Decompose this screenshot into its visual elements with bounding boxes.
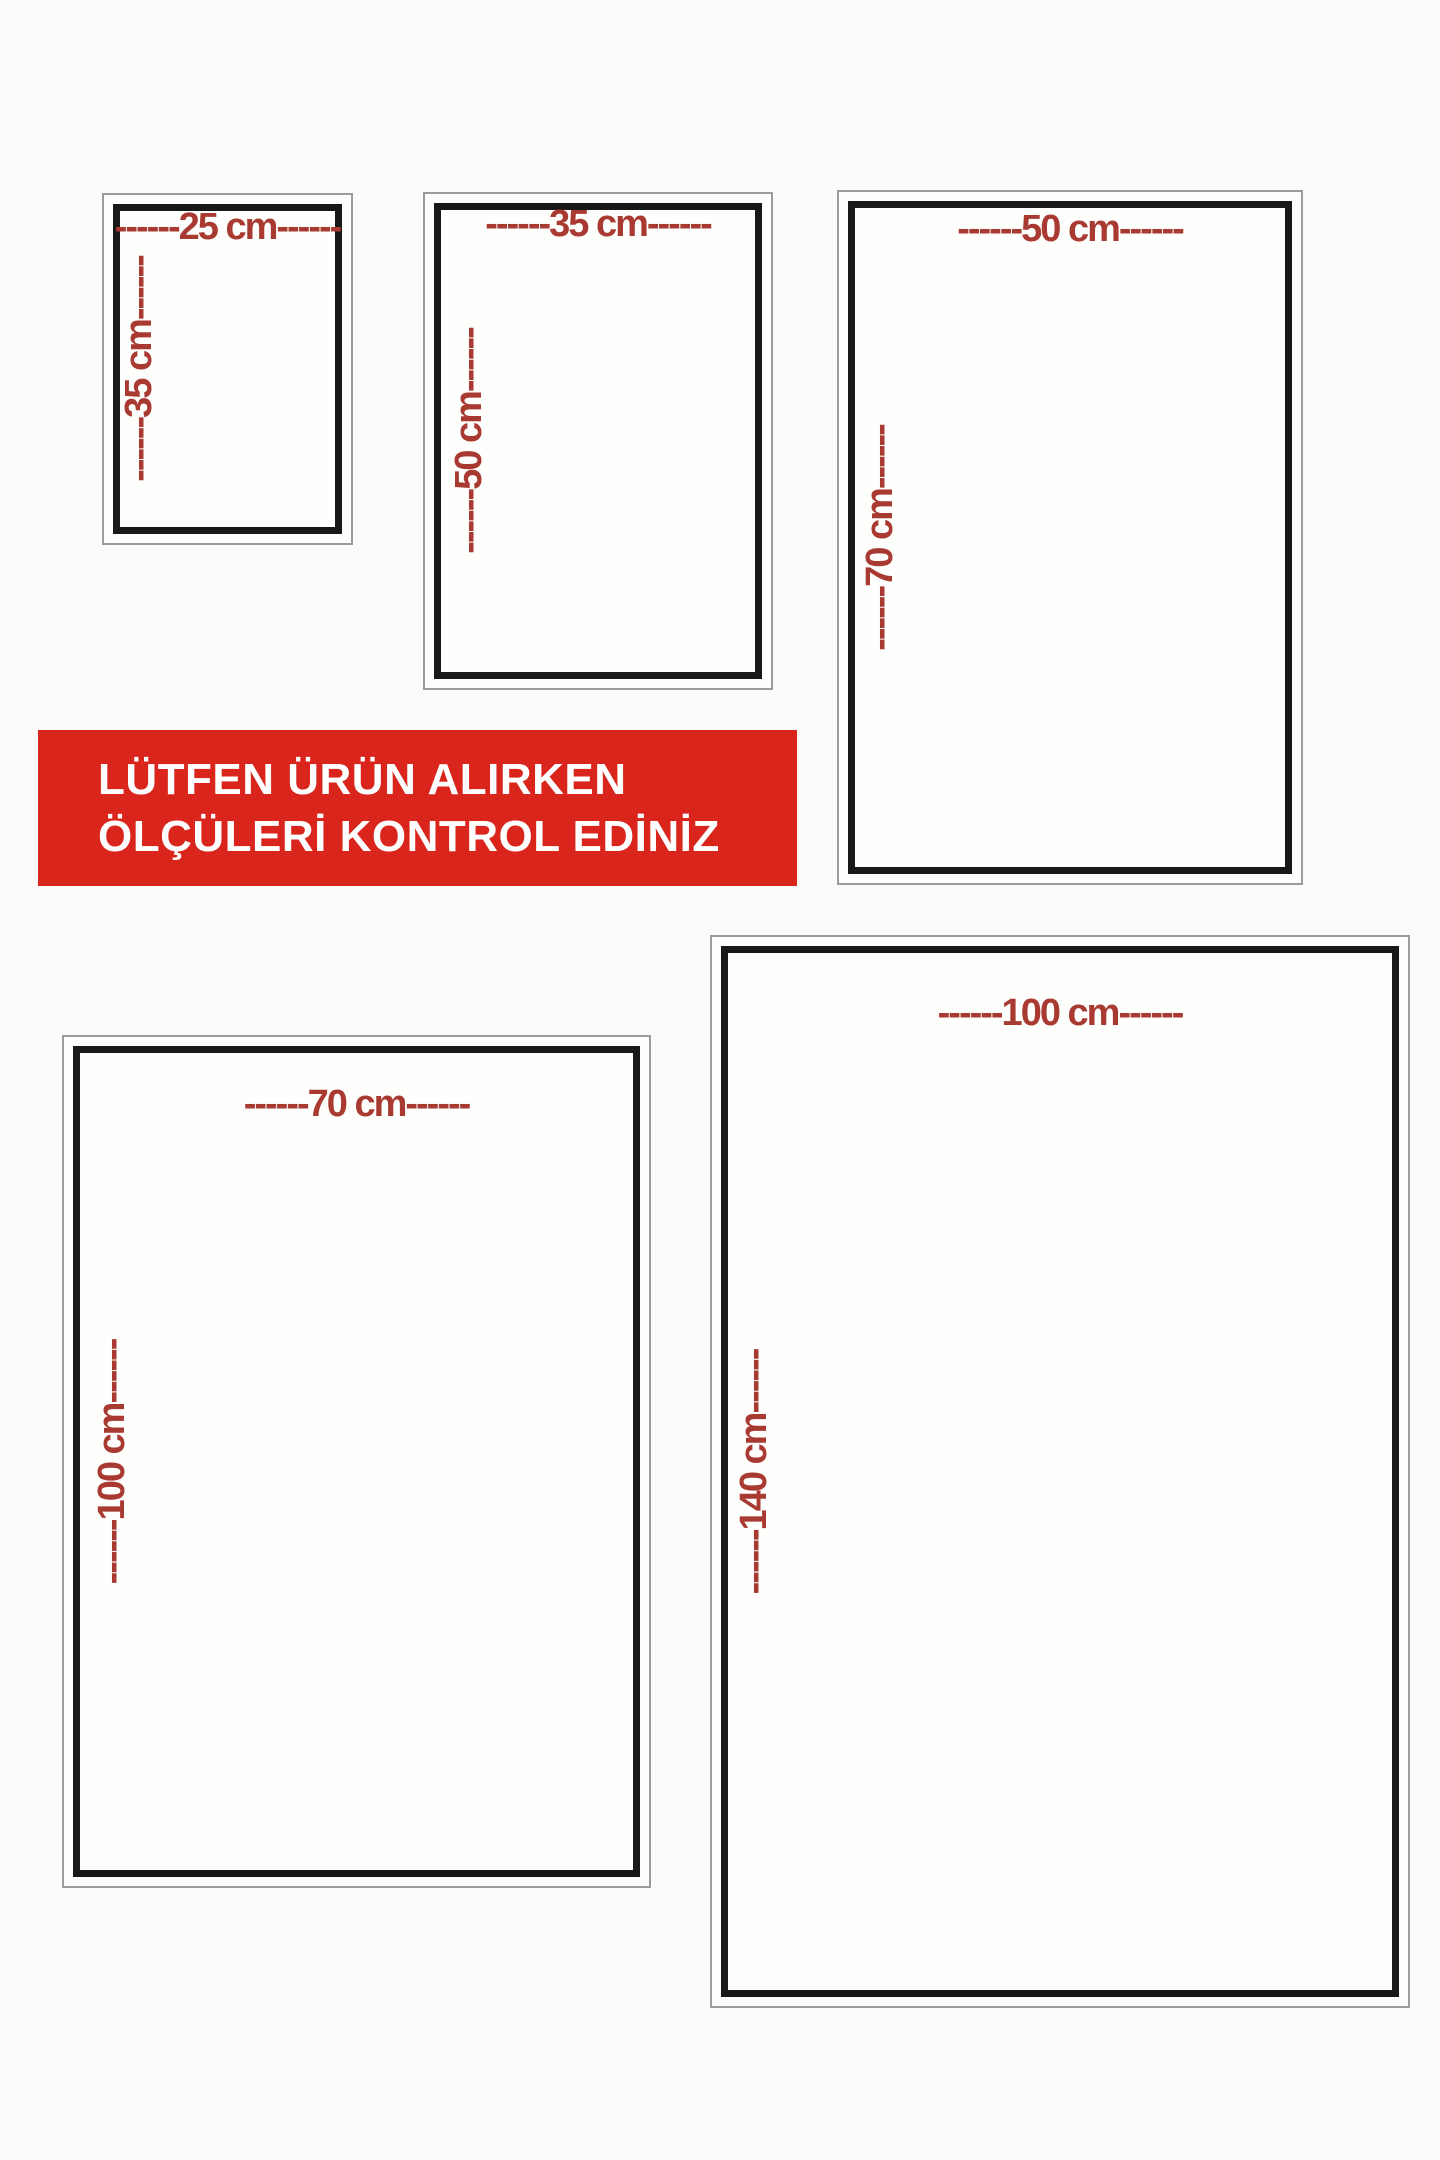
height-dimension-label: ------140 cm------ (733, 1349, 775, 1594)
size-box-100x140-frame (721, 946, 1399, 1997)
width-dimension-label: ------35 cm------ (485, 203, 711, 245)
height-dimension-label: ------35 cm------ (118, 256, 160, 482)
size-box-50x70-frame (848, 201, 1292, 874)
size-warning-banner (38, 730, 797, 886)
banner-text-line1: LÜTFEN ÜRÜN ALIRKEN (98, 755, 627, 804)
banner-text-line2: ÖLÇÜLERİ KONTROL EDİNİZ (98, 812, 720, 861)
size-box-70x100-frame (73, 1046, 640, 1877)
width-dimension-label: ------70 cm------ (243, 1083, 470, 1125)
height-dimension-label: ------100 cm------ (91, 1339, 133, 1584)
size-box-35x50 (423, 192, 773, 690)
size-box-50x70 (837, 190, 1303, 885)
size-box-70x100 (62, 1035, 651, 1888)
width-dimension-label: ------50 cm------ (957, 208, 1183, 250)
size-box-100x140 (710, 935, 1410, 2008)
width-dimension-label: ------100 cm------ (937, 992, 1183, 1034)
width-dimension-label: ------25 cm------ (114, 206, 341, 248)
height-dimension-label: ------50 cm------ (448, 328, 490, 554)
height-dimension-label: ------70 cm------ (859, 424, 901, 651)
size-box-25x35 (102, 193, 353, 545)
